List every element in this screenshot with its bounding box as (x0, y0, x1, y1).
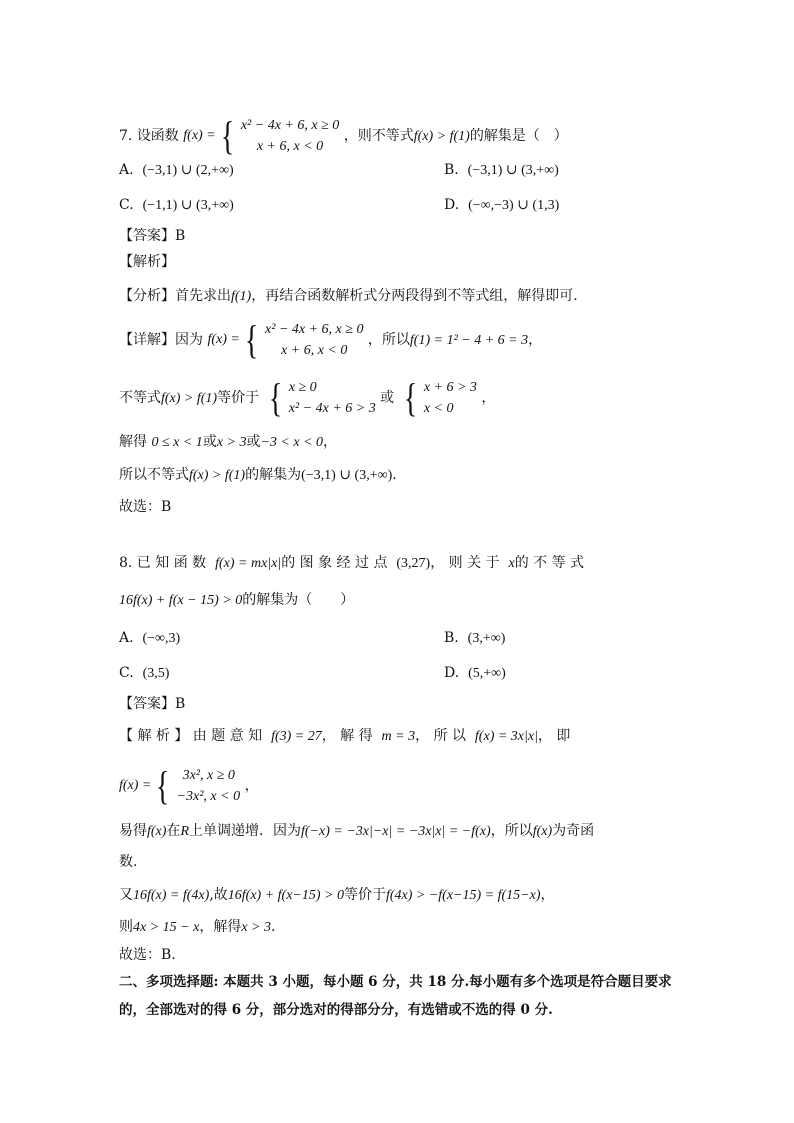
q8-option-b[interactable] (444, 628, 505, 649)
q8-function: f(x) = mx|x| (215, 556, 282, 571)
solve-text: 解得 (119, 434, 147, 450)
option-label: A. (119, 630, 134, 646)
brace-icon: { (244, 317, 259, 362)
q8-stem-text-2: 的 图 象 经 过 点 (281, 555, 388, 571)
then-text: 则 (119, 919, 133, 935)
xiangjie-fx: f(x) = (207, 332, 240, 347)
xiangjie-text: 因为 (175, 332, 203, 348)
q8-option-a[interactable] (119, 628, 180, 649)
q8-stem-line1 (119, 553, 584, 574)
q7-option-b[interactable] (444, 160, 559, 181)
solve-range-2: x > 3 (216, 435, 247, 450)
q8-pw-comma: ， (244, 778, 259, 794)
option-label: D. (444, 665, 460, 681)
q8-inequality: 16f(x) + f(x − 15) > 0 (119, 593, 243, 608)
jiexi-text: 【 解 析 】 由 题 意 知 (119, 728, 263, 744)
q8-monotone (119, 821, 594, 842)
q8-stem-line2 (119, 590, 354, 611)
q7-answer: 【答案】B (119, 228, 186, 244)
xiangjie-text-2: ，所以 (367, 332, 410, 348)
again-comma: ， (540, 887, 555, 903)
system-1-line-1: x ≥ 0 (288, 380, 317, 395)
mono-fx: f(x) (147, 824, 167, 839)
option-label: B. (444, 630, 459, 646)
q8-monotone-cont: 数. (119, 854, 138, 870)
solve-range-1: 0 ≤ x < 1 (151, 435, 203, 450)
q8-pw-fx: f(x) = (119, 778, 152, 793)
brace-icon: { (403, 375, 417, 420)
mono-text-3: 上单调递增．因为 (189, 823, 301, 839)
mono-fx-2: f(x) (532, 824, 553, 839)
option-value: (3,5) (142, 666, 170, 681)
mono-text-4: ，所以 (490, 823, 533, 839)
option-label: A. (119, 162, 134, 178)
q8-stem-text-5: 的解集为（ ） (242, 592, 355, 608)
q7-case2: x + 6, x < 0 (256, 139, 324, 154)
q7-conclusion (119, 465, 397, 486)
solve-or: 或 (202, 434, 217, 450)
q7-fx: f(x) = (183, 128, 216, 143)
mono-eq: f(−x) = −3x|−x| = −3x|x| = −f(x) (301, 824, 491, 839)
xiangjie-comma: ， (528, 332, 543, 348)
equiv-comma: ， (481, 390, 496, 406)
option-label: D. (444, 197, 460, 213)
again-ineq: 16f(x) + f(x−15) > 0 (227, 888, 344, 903)
q7-number: 7. (119, 128, 133, 144)
option-value: (−3,1) ∪ (3,+∞) (467, 163, 559, 178)
option-value: (−3,1) ∪ (2,+∞) (142, 163, 234, 178)
option-value: (−1,1) ∪ (3,+∞) (142, 198, 234, 213)
q8-again (119, 885, 555, 906)
again-eq-2: f(4x) > −f(x−15) = f(15−x) (385, 888, 541, 903)
equiv-ineq: f(x) > f(1) (161, 391, 218, 406)
brace-icon: { (268, 375, 282, 420)
q7-option-a[interactable] (119, 160, 234, 181)
then-text-2: ，解得 (199, 919, 242, 935)
q8-option-d[interactable] (444, 663, 506, 684)
system-1-line-2: x² − 4x + 6 > 3 (288, 401, 376, 416)
fenxi-tag: 【分析】 (119, 288, 175, 304)
xiangjie-calc: f(1) = 1² − 4 + 6 = 3 (409, 333, 529, 348)
q8-guxuan: 故选：B. (119, 947, 176, 963)
option-value: (3,+∞) (467, 631, 506, 646)
option-label: C. (119, 197, 134, 213)
then-period: . (271, 919, 276, 935)
jiexi-fx: f(x) = 3x|x| (474, 729, 538, 744)
q7-fenxi (119, 286, 578, 307)
mono-text: 易得 (119, 823, 147, 839)
q8-then (119, 917, 275, 938)
q7-stem-mid: ，则不等式 (343, 128, 414, 144)
system-2-line-2: x < 0 (423, 401, 454, 416)
q8-pw-case1: 3x², x ≥ 0 (182, 768, 235, 783)
q7-jiexi: 【解析】 (119, 254, 175, 270)
q7-solve (119, 432, 337, 453)
jiexi-text-4: ， 即 (537, 728, 571, 744)
equiv-or: 或 (380, 390, 395, 406)
q7-case1: x² − 4x + 6, x ≥ 0 (240, 118, 340, 133)
option-label: C. (119, 665, 134, 681)
mono-text-2: 在 (166, 823, 181, 839)
equiv-text: 不等式 (119, 390, 161, 406)
system-2-line-1: x + 6 > 3 (423, 380, 477, 395)
again-text-2: ,故 (209, 887, 228, 903)
again-text: 又 (119, 887, 133, 903)
q7-xiangjie (119, 319, 542, 361)
option-value: (5,+∞) (468, 666, 506, 681)
q7-stem-post: 的解集是（ ） (469, 128, 568, 144)
mono-R: R (180, 824, 189, 839)
solve-comma: ， (323, 434, 338, 450)
system-2 (399, 377, 477, 419)
brace-icon: { (156, 763, 170, 808)
again-text-3: 等价于 (343, 887, 386, 903)
then-solution: x > 3 (241, 920, 271, 935)
solve-or-2: 或 (246, 434, 261, 450)
q7-option-c[interactable] (119, 195, 234, 216)
xiangjie-case2: x + 6, x < 0 (281, 343, 348, 358)
section-2-line-1: 二、多项选择题: 本题共 3 小题，每小题 6 分，共 18 分.每小题有多个选项是符合题目要求 (119, 974, 672, 990)
q7-equivalence (119, 377, 495, 419)
equiv-text-2: 等价于 (217, 390, 260, 406)
jiexi-text-2: ， 解 得 (321, 728, 373, 744)
option-label: B. (444, 162, 459, 178)
system-1 (264, 377, 376, 419)
xiangjie-tag: 【详解】 (119, 332, 175, 348)
q8-option-c[interactable] (119, 663, 169, 684)
xiangjie-case1: x² − 4x + 6, x ≥ 0 (265, 322, 364, 337)
conclusion-period: . (392, 467, 397, 483)
q8-point: (3,27) (396, 556, 431, 571)
mono-text-5: 为奇函 (552, 823, 595, 839)
q7-guxuan: 故选：B (119, 499, 172, 515)
q8-jiexi (119, 726, 570, 747)
again-eq: 16f(x) = f(4x) (133, 888, 210, 903)
q8-answer: 【答案】B (119, 696, 186, 712)
jiexi-text-3: ， 所 以 (415, 728, 467, 744)
fenxi-text-2: ，再结合函数解析式分两段得到不等式组，解得即可. (251, 288, 578, 304)
option-value: (−∞,3) (142, 631, 181, 646)
then-ineq: 4x > 15 − x (133, 920, 200, 935)
q7-inequality: f(x) > f(1) (413, 129, 470, 144)
q8-piecewise-line (119, 765, 259, 807)
q7-piecewise (183, 115, 339, 157)
xiangjie-piecewise (207, 319, 363, 361)
q8-stem-text: 8. 已 知 函 数 (119, 555, 207, 571)
section-2-line-2: 的，全部选对的得 6 分，部分选对的得部分分，有选错或不选的得 0 分. (119, 1002, 553, 1018)
brace-icon: { (220, 113, 234, 158)
conclusion-text-2: 的解集为 (245, 467, 302, 483)
conclusion-text: 所以不等式 (119, 467, 189, 483)
option-value: (−∞,−3) ∪ (1,3) (468, 198, 560, 213)
q8-piecewise (119, 765, 240, 807)
q8-stem-text-3: ， 则 关 于 (430, 555, 500, 571)
q8-stem-text-4: 的 不 等 式 (514, 555, 585, 571)
q7-stem-text: 设函数 (136, 128, 179, 144)
solve-range-3: −3 < x < 0 (260, 435, 324, 450)
fenxi-text: 首先求出 (175, 288, 231, 304)
q7-stem (119, 115, 568, 157)
jiexi-m: m = 3 (381, 729, 416, 744)
q7-option-d[interactable] (444, 195, 559, 216)
q8-x: x (508, 556, 515, 571)
fenxi-f1: f(1) (231, 289, 252, 304)
conclusion-ineq: f(x) > f(1) (189, 468, 246, 483)
q8-pw-case2: −3x², x < 0 (176, 789, 241, 804)
conclusion-set: (−3,1) ∪ (3,+∞) (301, 468, 393, 483)
jiexi-f3: f(3) = 27 (271, 729, 322, 744)
